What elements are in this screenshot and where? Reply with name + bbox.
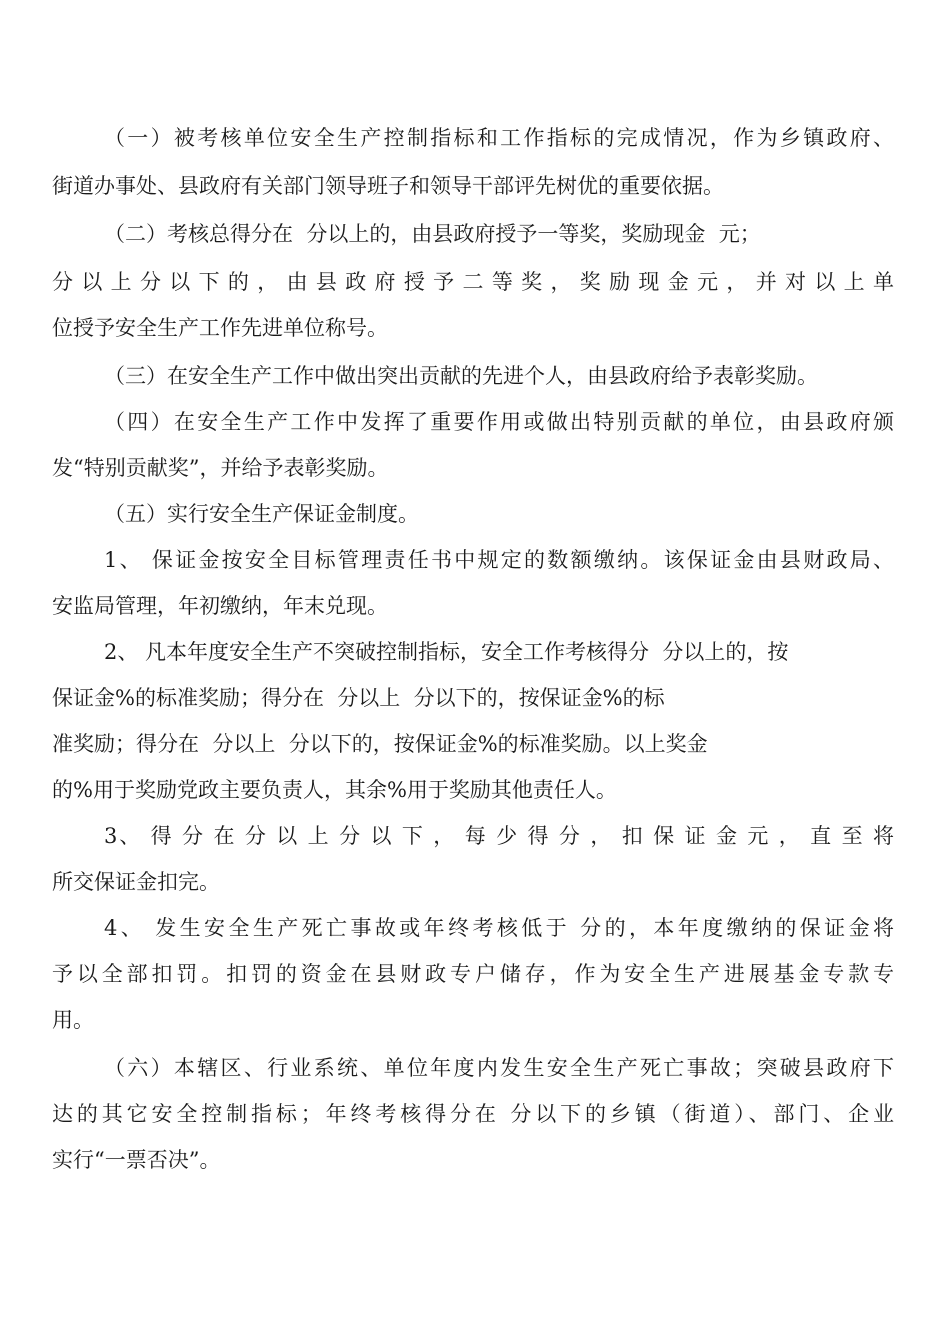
item-3-line-1: 3、 得 分 在 分 以 上 分 以 下 ， 每 少 得 分 ， 扣 保 证 金 元 ， 直 至 将 bbox=[104, 824, 894, 848]
paragraph-1-line-1: （一）被考核单位安全生产控制指标和工作指标的完成情况，作为乡镇政府、 bbox=[104, 126, 894, 150]
paragraph-2-line-2: 分 以 上 分 以 下 的 ， 由 县 政 府 授 予 二 等 奖 ， 奖 励 现 金 元 ， 并 对 以 上 单 bbox=[52, 270, 894, 294]
item-4-line-2: 予以全部扣罚。扣罚的资金在县财政专户储存，作为安全生产进展基金专款专 bbox=[52, 962, 894, 986]
item-2-line-3: 准奖励；得分在 分以上 分以下的，按保证金%的标准奖励。以上奖金 bbox=[52, 732, 708, 756]
paragraph-3-line-1: （三）在安全生产工作中做出突出贡献的先进个人，由县政府给予表彰奖励。 bbox=[104, 364, 818, 388]
item-2-line-4: 的%用于奖励党政主要负责人，其余%用于奖励其他责任人。 bbox=[52, 778, 617, 802]
item-4-line-1: 4、 发生安全生产死亡事故或年终考核低于 分的，本年度缴纳的保证金将 bbox=[104, 916, 894, 940]
paragraph-4-line-2: 发“特别贡献奖”，并给予表彰奖励。 bbox=[52, 456, 389, 480]
paragraph-4-line-1: （四）在安全生产工作中发挥了重要作用或做出特别贡献的单位，由县政府颁 bbox=[104, 410, 894, 434]
item-2-line-2: 保证金%的标准奖励；得分在 分以上 分以下的，按保证金%的标 bbox=[52, 686, 665, 710]
paragraph-2-line-3: 位授予安全生产工作先进单位称号。 bbox=[52, 316, 388, 340]
paragraph-6-line-3: 实行“一票否决”。 bbox=[52, 1148, 221, 1172]
paragraph-5-line-1: （五）实行安全生产保证金制度。 bbox=[104, 502, 419, 526]
paragraph-6-line-2: 达的其它安全控制指标；年终考核得分在 分以下的乡镇（街道）、部门、企业 bbox=[52, 1102, 894, 1126]
paragraph-2-line-1: （二）考核总得分在 分以上的，由县政府授予一等奖，奖励现金 元； bbox=[104, 222, 761, 246]
paragraph-6-line-1: （六）本辖区、行业系统、单位年度内发生安全生产死亡事故；突破县政府下 bbox=[104, 1056, 894, 1080]
item-4-line-3: 用。 bbox=[52, 1008, 94, 1032]
item-1-line-1: 1、 保证金按安全目标管理责任书中规定的数额缴纳。该保证金由县财政局、 bbox=[104, 548, 894, 572]
item-3-line-2: 所交保证金扣完。 bbox=[52, 870, 220, 894]
item-2-line-1: 2、 凡本年度安全生产不突破控制指标，安全工作考核得分 分以上的，按 bbox=[104, 640, 789, 664]
paragraph-1-line-2: 街道办事处、县政府有关部门领导班子和领导干部评先树优的重要依据。 bbox=[52, 174, 724, 198]
item-1-line-2: 安监局管理，年初缴纳，年末兑现。 bbox=[52, 594, 388, 618]
